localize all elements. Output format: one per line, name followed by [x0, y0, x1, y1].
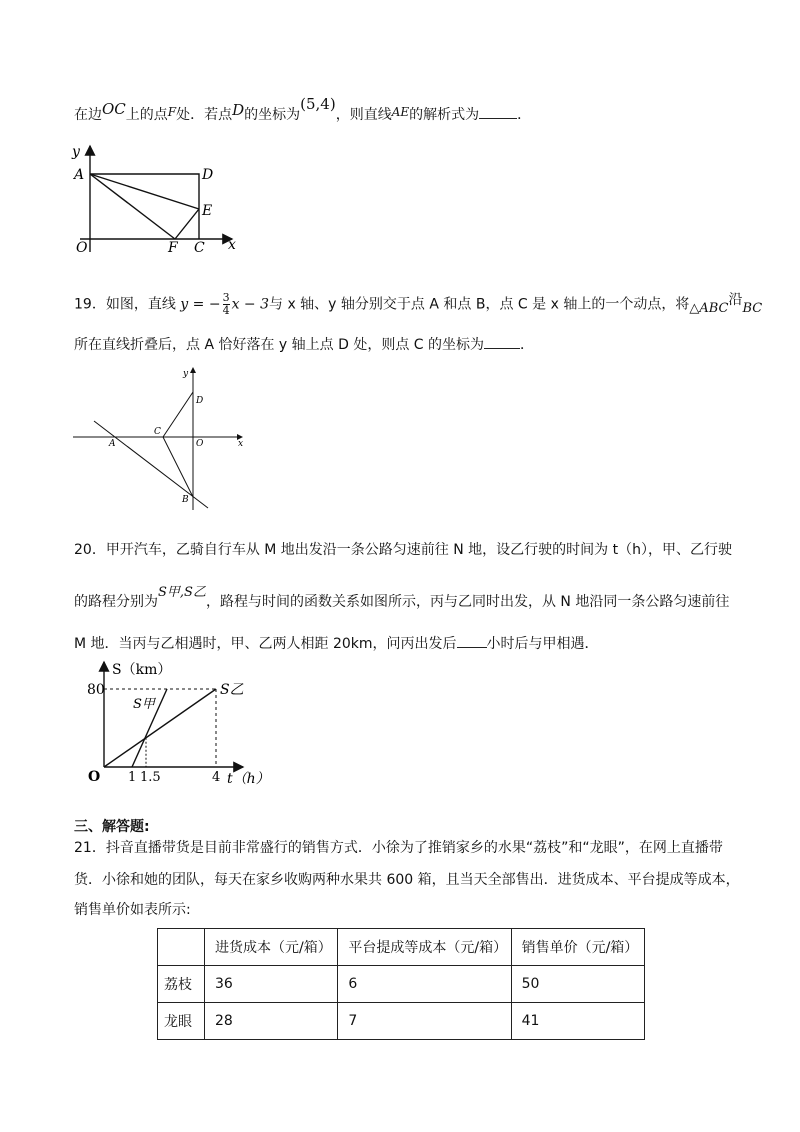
chart-marks — [87, 682, 244, 785]
s-jia-label: S甲 — [158, 585, 180, 600]
label-f: F — [168, 240, 178, 256]
y-tick-label-80: 80 — [87, 682, 105, 698]
table-cell: 7 — [338, 1003, 511, 1040]
segment-ae — [90, 174, 199, 209]
table-header-cell: 平台提成等成本（元/箱） — [338, 929, 511, 966]
label-o: O — [196, 439, 204, 449]
table-row — [158, 966, 645, 1003]
label-c: C — [194, 240, 205, 256]
label-e: E — [202, 203, 213, 219]
x-axis-label: t（h） — [227, 771, 270, 787]
line-ab — [94, 421, 208, 508]
section-heading: 三、解答题: — [74, 819, 150, 835]
q20-chart — [80, 655, 280, 790]
label-d: D — [202, 167, 214, 183]
x-tick-label-4: 4 — [212, 770, 221, 785]
series-label-s-jia: S甲 — [133, 697, 155, 712]
label-x: x — [238, 439, 244, 449]
fraction-denominator: 4 — [222, 304, 230, 317]
table-header-row — [158, 929, 645, 966]
table-header-cell: 进货成本（元/箱） — [205, 929, 338, 966]
origin-label: O — [88, 769, 101, 785]
table-cell: 41 — [511, 1003, 644, 1040]
table-header-cell — [158, 929, 205, 966]
answer-blank — [479, 104, 517, 119]
q21-line3: 销售单价如表所示: — [74, 902, 191, 918]
label-c: C — [154, 427, 161, 437]
segment-fe — [175, 209, 199, 239]
label-y: y — [72, 144, 80, 160]
segment-cd — [163, 392, 193, 437]
table-cell: 28 — [205, 1003, 338, 1040]
q20-line2: 的路程分别为S甲,S乙，路程与时间的函数关系如图所示，丙与乙同时出发，从 N 地沿同一条公路匀速前往 — [74, 585, 730, 610]
segment-af — [90, 174, 175, 239]
q18-figure — [60, 138, 260, 263]
series-label-s-yi: S乙 — [220, 682, 244, 698]
s-yi-label: S乙 — [184, 585, 206, 600]
q19-line2: 所在直线折叠后，点 A 恰好落在 y 轴上点 D 处，则点 C 的坐标为 ． — [74, 334, 534, 355]
series-line-s-yi — [104, 689, 216, 767]
label-b: B — [182, 495, 189, 505]
table-cell: 荔枝 — [158, 966, 205, 1003]
segment-cb — [163, 437, 193, 497]
q20-line3: M 地．当丙与乙相遇时，甲、乙两人相距 20km，问丙出发后 小时后与甲相遇． — [74, 633, 599, 654]
table-row — [158, 1003, 645, 1040]
label-a: A — [74, 167, 85, 183]
table-cell: 36 — [205, 966, 338, 1003]
label-y: y — [183, 369, 189, 379]
y-axis-label: S（km） — [112, 662, 172, 678]
answer-blank — [484, 334, 520, 349]
label-a: A — [109, 439, 116, 449]
q19-figure — [70, 360, 255, 520]
label-o: O — [76, 240, 88, 256]
label-d: D — [196, 396, 204, 406]
q18-statement: 在边OC上的点F处．若点D的坐标为(5,4)，则直线AE的解析式为 ． — [74, 95, 532, 123]
table-header-cell: 销售单价（元/箱） — [511, 929, 644, 966]
q20-line1: 20．甲开汽车，乙骑自行车从 M 地出发沿一条公路匀速前往 N 地，设乙行驶的时间为 t（h），甲、乙行驶 — [74, 542, 732, 558]
x-tick-label-1-5: 1.5 — [140, 770, 161, 785]
x-tick-label-1: 1 — [128, 770, 137, 785]
table-cell: 6 — [338, 966, 511, 1003]
table-cell: 50 — [511, 966, 644, 1003]
fraction-numerator: 3 — [222, 291, 230, 304]
label-x: x — [228, 237, 236, 253]
q21-line1: 21．抖音直播带货是目前非常盛行的销售方式．小徐为了推销家乡的水果“荔枝”和“龙眼”，在网上直播带 — [74, 840, 723, 856]
table-cell: 龙眼 — [158, 1003, 205, 1040]
q19-line1: 19．如图，直线 y = − $\frac{3}{4}$ x − 3与 x 轴、y 轴分别交于点 A 和点 B，点 C 是 x 轴上的一个动点，将△ABC沿BC — [74, 291, 763, 317]
q21-line2: 货．小徐和她的团队，每天在家乡收购两种水果共 600 箱，且当天全部售出．进货成本、平台提成等成本， — [74, 872, 740, 888]
answer-blank — [457, 633, 487, 648]
cost-price-table — [157, 928, 645, 1040]
